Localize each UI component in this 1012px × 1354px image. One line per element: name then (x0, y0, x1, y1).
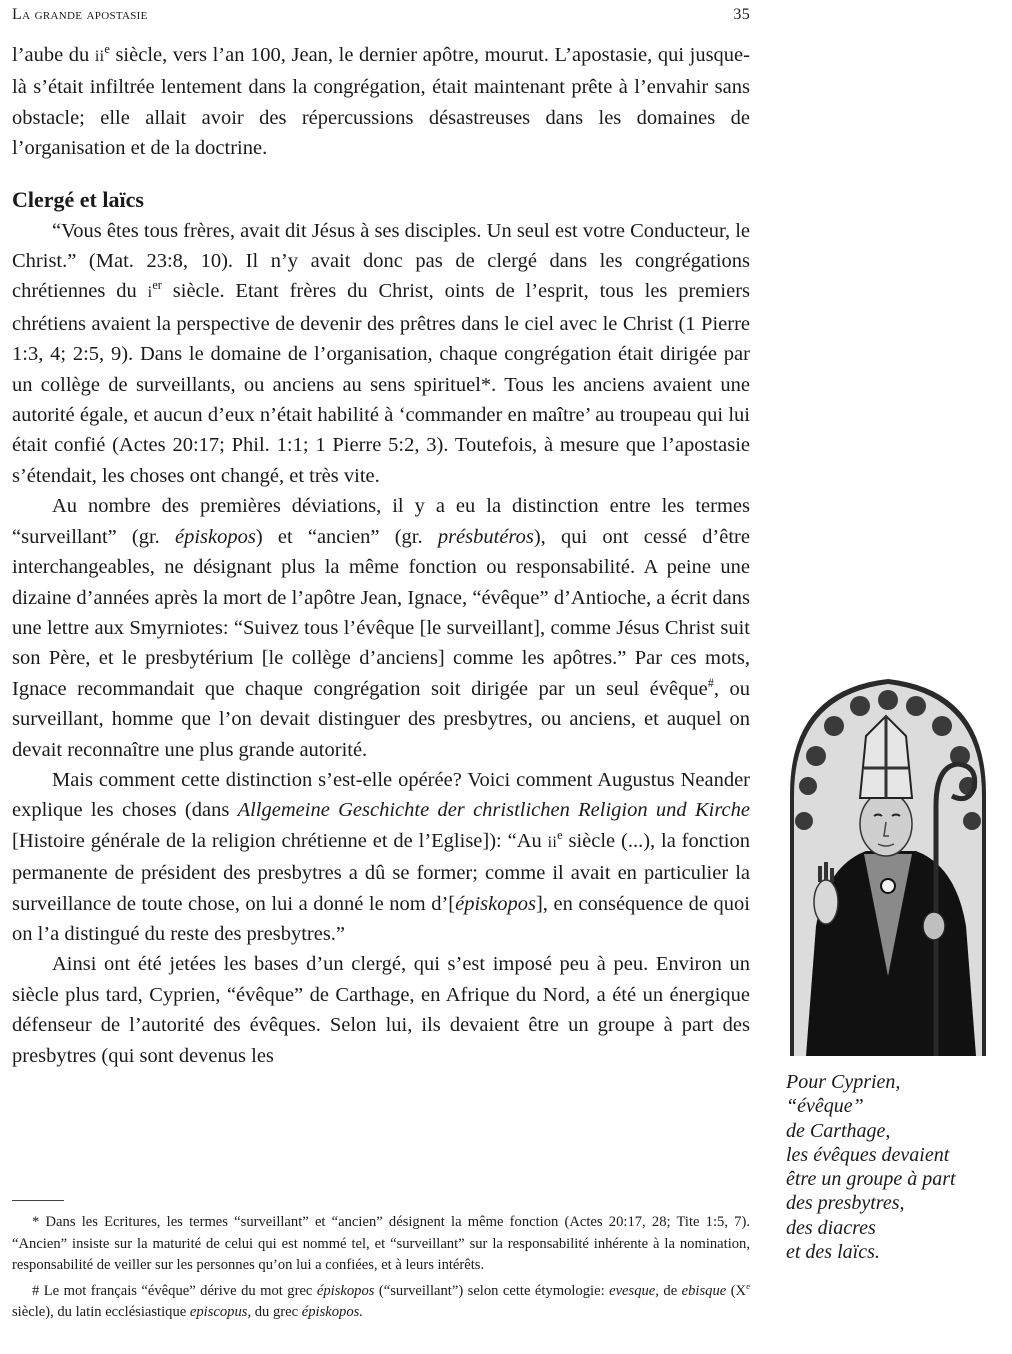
footnote-mark: # (32, 1282, 40, 1299)
paragraph-3 (12, 491, 750, 765)
paragraph-2 (12, 216, 750, 492)
latin-term: episcopus, (189, 1304, 252, 1320)
text-run: siècle), du latin ecclésiastique (12, 1304, 190, 1320)
text-run: siècle, vers l’an 100, Jean, le dernier apôtre, mourut. L’apostasie, qui jusque-là s’était infiltrée lentement dans la congrégation, était maintenant prête à l’envahir sans obstacle; elle allait avoir des répercussions désastreuses dans les domaines de l’organisation et de la doctrine. (12, 44, 750, 160)
page-number: 35 (733, 6, 750, 23)
bishop-illustration (786, 676, 991, 1056)
greek-term: épiskopos (175, 525, 256, 548)
running-title: La grande apostasie (12, 6, 148, 23)
text-run: . Tous les anciens avaient une autorité égale, et aucun d’eux n’était habilité à ‘commander en maître’ au troupeau qui lui était confié (Actes 20:17; Phil. 1:1; 1 Pierre 5:2, 3). Toutefois, à mesure que l’apostasie s’étendait, les choses ont changé, et très vite. (12, 373, 750, 487)
raised-hand (814, 880, 838, 924)
text-run: [Histoire générale de la religion chrétienne et de l’Eglise]): “Au (12, 829, 548, 852)
figure-caption (786, 1070, 1006, 1264)
greek-term: présbutéros (437, 525, 534, 548)
superscript: er (152, 278, 162, 293)
century-numeral: ii (94, 48, 105, 65)
caption-line: les évêques devaient (786, 1143, 950, 1166)
old-french-term: ebisque (681, 1282, 727, 1299)
text-run: ], en conséquence de quoi on l’a distingué du reste des presbytres.” (12, 892, 750, 945)
greek-term: épiskopos (455, 892, 536, 915)
century-numeral: ii (547, 833, 558, 851)
text-run: Le mot français “évêque” dérive du mot grec (39, 1282, 317, 1299)
greek-term: épiskopos (316, 1282, 375, 1299)
caption-line: des presbytres, (786, 1192, 905, 1215)
footnote-divider (12, 1200, 64, 1201)
text-run: siècle. Etant frères du Christ, oints de l’esprit, tous les premiers chrétiens avaient la perspective de devenir des prêtres dans le ciel avec le Christ (1 Pierre 1:3, 4; 2:5, 9). Dans le domaine de l’organisation, chaque congrégation était dirigée par un collège de surveillants, ou anciens au sens spirituel (12, 280, 751, 396)
superscript: e (746, 1280, 750, 1291)
paragraph-5: Ainsi ont été jetées les bases d’un clergé, qui s’est imposé peu à peu. Environ un siècle plus tard, Cyprien, “évêque” de Carthage, en Afrique du Nord, a été un énergique défenseur de l’autorité des évêques. Selon lui, ils devaient être un groupe à part des presbytres (qui sont devenus les (12, 953, 750, 1067)
text-run: ), qui ont cessé d’être interchangeables, ne désignant plus la même fonction ou responsabilité. A peine une dizaine d’années après la mort de l’apôtre Jean, Ignace, “évêque” d’Antioche, a écrit dans une lettre aux Smyrniotes: “Suivez tous l’évêque [le surveillant], comme Jésus Christ suit son Père, et le presbytérium [le collège d’anciens] comme les apôtres.” Par ces mots, Ignace recommandait que chaque congrégation soit dirigée par un seul évêque (12, 525, 750, 700)
footnotes (12, 1212, 750, 1328)
caption-line: des diacres (786, 1216, 876, 1239)
footnote-text: Dans les Ecritures, les termes “surveillant” et “ancien” désignent la même fonction (Actes 20:17, 28; Tite 1:5, 7). “Ancien” insiste sur la maturité de celui qui est nommé tel, et “surveillant” sur la responsabilité inhérente à la nomination, responsabilité de veiller sur les personnes qu’on lui a confiées, et à leurs intérêts. (12, 1214, 750, 1273)
running-header (12, 6, 750, 30)
old-french-term: evesque, (609, 1282, 659, 1299)
text-run: Au nombre des premières déviations, il y a eu la distinction entre les termes “surveillant” (gr. (12, 495, 750, 548)
greek-term: épiskopos. (301, 1304, 363, 1320)
text-run: , ou surveillant, homme que l’on devait distinguer des presbytres, ou anciens, et auquel on devait reconnaître une plus grande autorité. (12, 677, 750, 761)
text-run: ) et “ancien” (gr. (255, 525, 438, 548)
section-heading: Clergé et laïcs (12, 186, 144, 212)
caption-line: Pour Cyprien, (786, 1071, 901, 1093)
superscript: e (104, 42, 110, 57)
book-title: Allgemeine Geschichte der christlichen Religion und Kirche (237, 799, 750, 822)
text-run: de (658, 1282, 682, 1299)
main-text (12, 40, 750, 1071)
superscript: e (557, 827, 563, 842)
text-run: Mais comment cette distinction s’est-elle opérée? Voici comment Augustus Neander explique les choses (dans (12, 768, 750, 822)
caption-line: “évêque” (786, 1095, 864, 1118)
bishop-figure (786, 676, 991, 1056)
text-run: “Vous êtes tous frères, avait dit Jésus à ses disciples. Un seul est votre Conducteur, le Christ.” (Mat. 23:8, 10). Il n’y avait donc pas de clergé dans les congrégations chrétiennes du (12, 219, 750, 303)
text-run: du grec (251, 1304, 302, 1320)
paragraph-1 (12, 40, 750, 164)
footnote-mark: * (32, 1214, 40, 1230)
century-numeral: i (147, 284, 153, 302)
caption-line: de Carthage, (786, 1119, 891, 1142)
footnote-ref-1: * (480, 373, 492, 396)
text-run: (X (726, 1282, 747, 1299)
caption-line: être un groupe à part (786, 1168, 956, 1191)
footnote-1 (12, 1212, 750, 1277)
text-run: siècle (...), la fonction permanente de président des presbytres a dû se former; comme il avait en particulier la surveillance de toute chose, on lui a donné le nom d’[ (12, 829, 750, 915)
text-run: (“surveillant”) selon cette étymologie: (374, 1282, 610, 1299)
footnote-ref-2: # (707, 675, 714, 690)
caption-line: et des laïcs. (786, 1241, 880, 1264)
text-run: l’aube du (12, 44, 95, 66)
paragraph-4 (12, 765, 750, 949)
footnote-2 (12, 1281, 750, 1324)
